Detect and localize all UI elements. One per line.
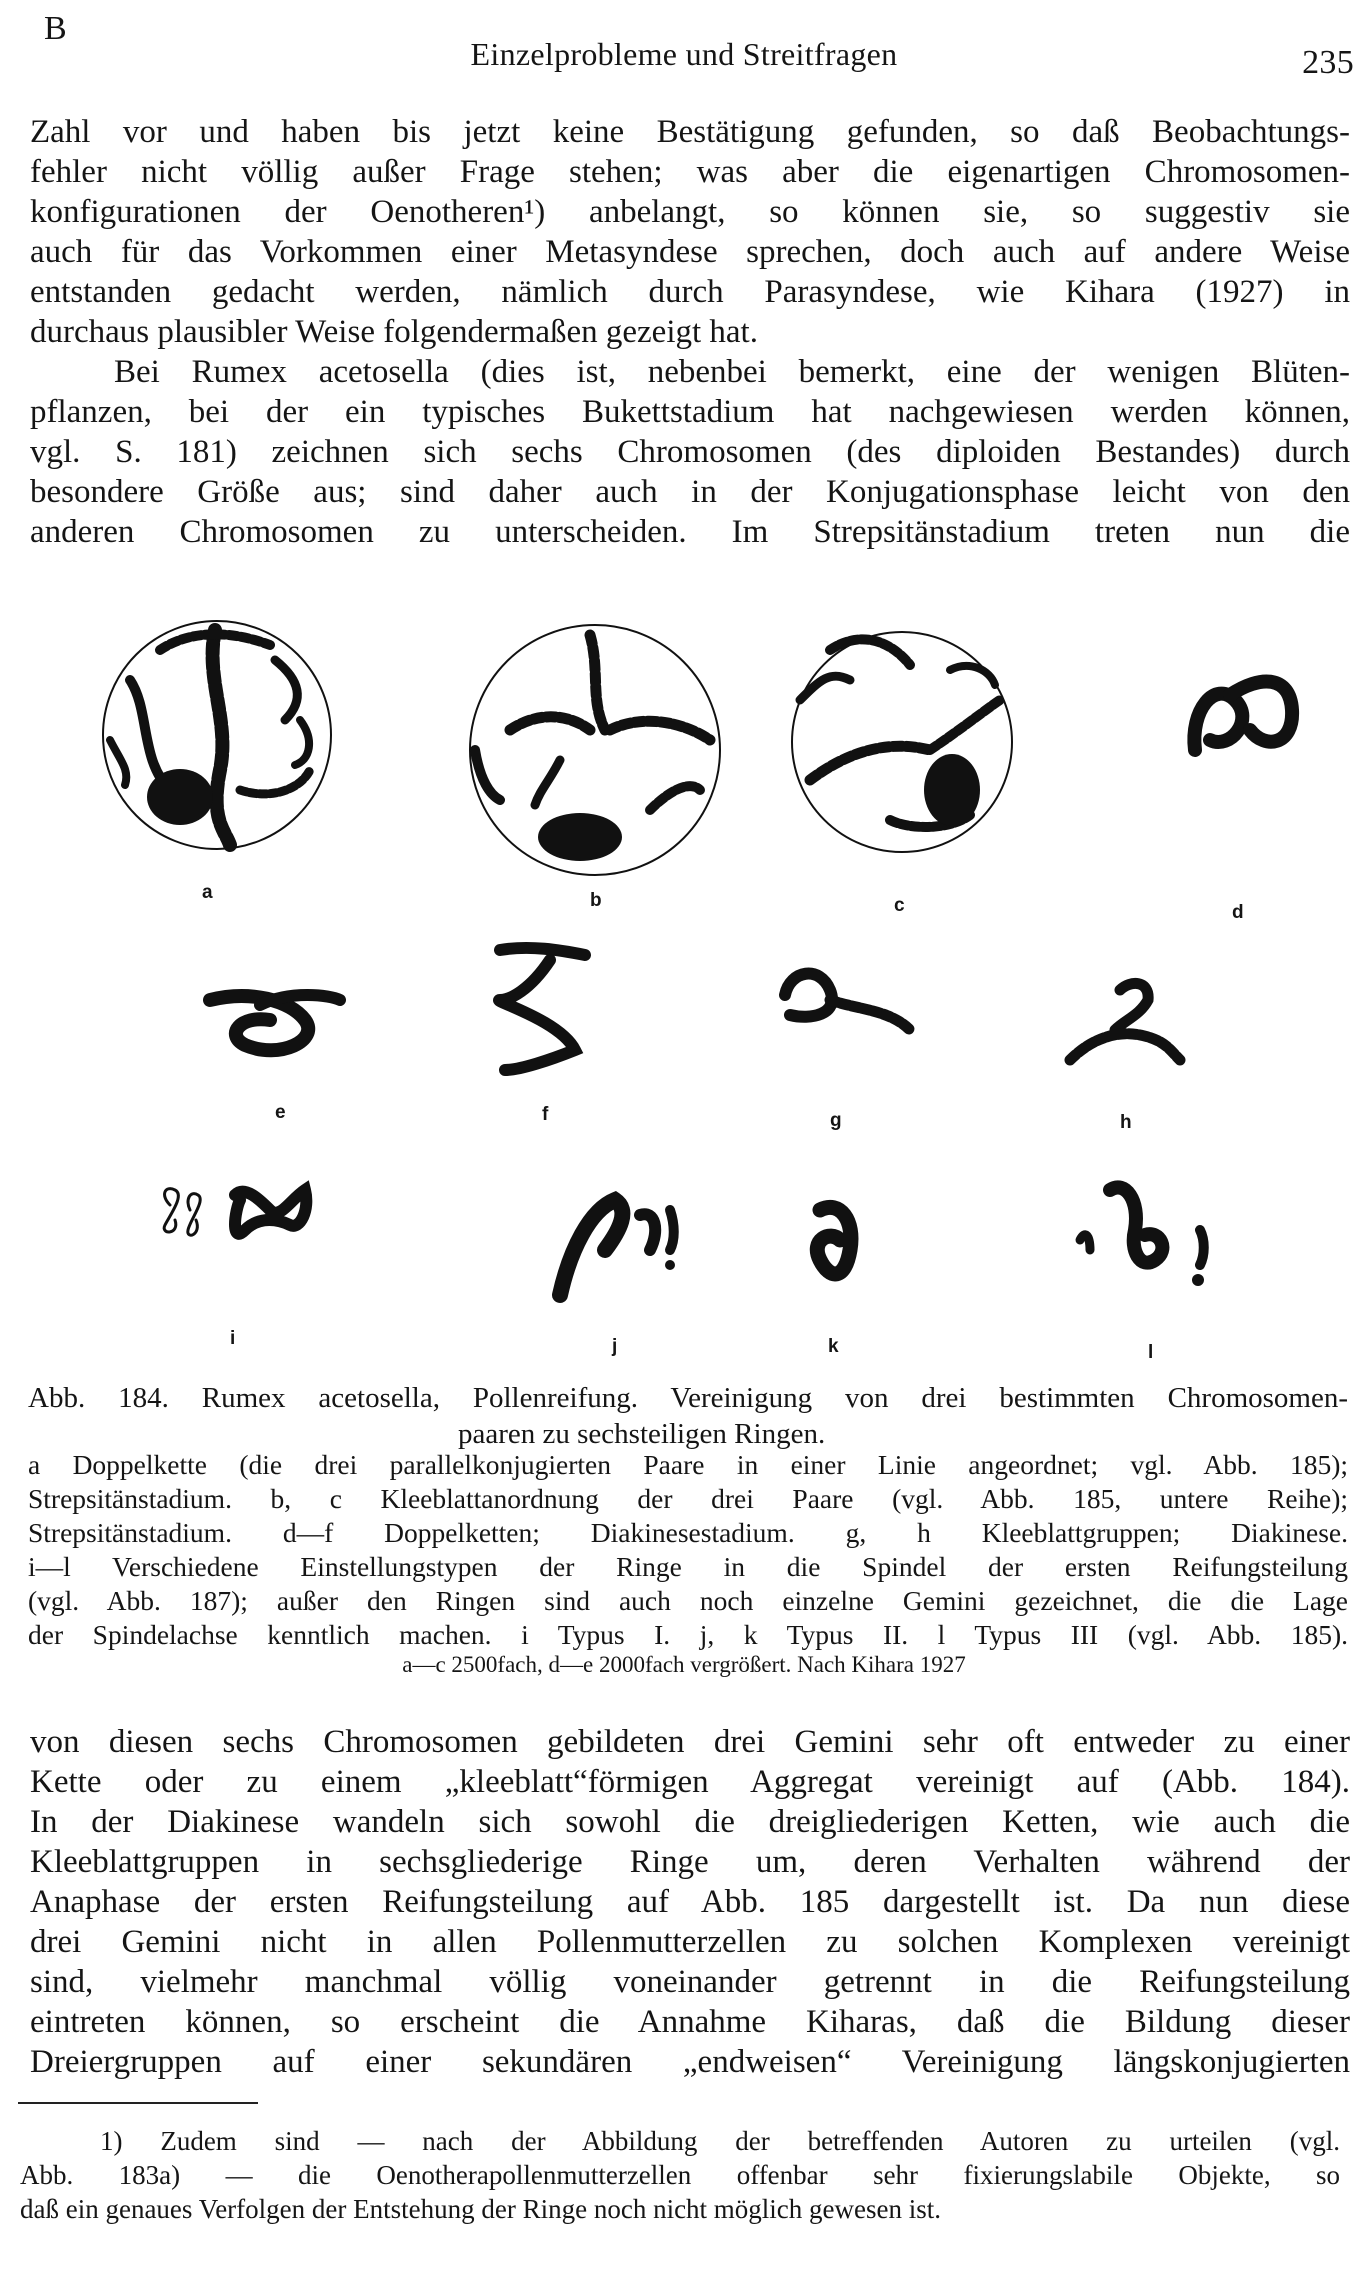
- caption-line: der Spindelachse kenntlich machen. i Typus I. j, k Typus II. l Typus III (vgl. Abb. 185).: [28, 1619, 1348, 1650]
- text-line: pflanzen, bei der ein typisches Bukettstadium hat nachgewiesen werden können,: [30, 394, 1350, 430]
- drawing-e: [210, 995, 340, 1050]
- figure-label-c: c: [894, 895, 905, 916]
- figure-label-j: j: [612, 1336, 618, 1357]
- text-line: konfigurationen der Oenotheren¹) anbelangt, so können sie, so suggestiv sie: [30, 194, 1350, 230]
- figure-label-i: i: [230, 1328, 236, 1349]
- drawing-k: [817, 1207, 851, 1274]
- drawing-c: [792, 632, 1012, 852]
- drawing-f: [499, 948, 585, 1070]
- text-line: Kette oder zu einem „kleeblatt“förmigen Aggregat vereinigt auf (Abb. 184).: [30, 1764, 1350, 1800]
- caption-line: paaren zu sechsteiligen Ringen.: [458, 1418, 826, 1450]
- text-line: Zahl vor und haben bis jetzt keine Bestätigung gefunden, so daß Beobachtungs-: [30, 114, 1350, 150]
- caption-line: (vgl. Abb. 187); außer den Ringen sind auch noch einzelne Gemini gezeichnet, die die Lage: [28, 1585, 1348, 1616]
- text-line: besondere Größe aus; sind daher auch in der Konjugationsphase leicht von den: [30, 474, 1350, 510]
- figure-184: [30, 590, 1350, 1363]
- figure-caption-body: [28, 1448, 1348, 1652]
- paragraph-3: [30, 1722, 1350, 2082]
- figure-label-b: b: [590, 890, 602, 911]
- figure-label-l: l: [1148, 1342, 1154, 1363]
- footnote-line: daß ein genaues Verfolgen der Entstehung der Ringe noch nicht möglich gewesen ist.: [20, 2194, 942, 2224]
- figure-label-g: g: [830, 1110, 842, 1131]
- text-line: Anaphase der ersten Reifungsteilung auf Abb. 185 dargestellt ist. Da nun diese: [30, 1884, 1350, 1920]
- footnote-rule: [18, 2102, 258, 2104]
- footnote: [20, 2124, 1340, 2226]
- text-line: vgl. S. 181) zeichnen sich sechs Chromosomen (des diploiden Bestandes) durch: [30, 434, 1350, 470]
- text-line: von diesen sechs Chromosomen gebildeten drei Gemini sehr oft entweder zu einer: [30, 1724, 1350, 1760]
- drawing-a: [103, 621, 331, 849]
- caption-credit: a—c 2500fach, d—e 2000fach vergrößert. Nach Kihara 1927: [402, 1652, 966, 1677]
- text-line: fehler nicht völlig außer Frage stehen; was aber die eigenartigen Chromosomen-: [30, 154, 1350, 190]
- text-line: durchaus plausibler Weise folgendermaßen gezeigt hat.: [30, 314, 758, 350]
- page-number: 235: [1302, 44, 1354, 81]
- footnote-line: 1) Zudem sind — nach der Abbildung der betreffenden Autoren zu urteilen (vgl.: [100, 2126, 1340, 2156]
- header-letter: B: [44, 10, 67, 47]
- caption-line: i—l Verschiedene Einstellungstypen der Ringe in die Spindel der ersten Reifungsteilung: [28, 1551, 1348, 1582]
- drawing-l: [1080, 1187, 1204, 1286]
- text-line: Kleeblattgruppen in sechsgliederige Ringe um, deren Verhalten während der: [30, 1844, 1350, 1880]
- figure-label-a: a: [202, 882, 213, 903]
- figure-label-h: h: [1120, 1112, 1132, 1133]
- chromosome-drawings: [30, 590, 1350, 1360]
- figure-label-k: k: [828, 1336, 839, 1357]
- text-line: anderen Chromosomen zu unterscheiden. Im Strepsitänstadium treten nun die: [30, 514, 1350, 550]
- drawing-b: [470, 625, 720, 875]
- drawing-i: [164, 1189, 306, 1236]
- caption-line: Strepsitänstadium. b, c Kleeblattanordnung der drei Paare (vgl. Abb. 185, untere Reihe);: [28, 1483, 1348, 1514]
- text-line: auch für das Vorkommen einer Metasyndese sprechen, doch auch auf andere Weise: [30, 234, 1350, 270]
- text-line: In der Diakinese wandeln sich sowohl die dreigliederigen Ketten, wie auch die: [30, 1804, 1350, 1840]
- text-line: sind, vielmehr manchmal völlig voneinander getrennt in die Reifungsteilung: [30, 1964, 1350, 2000]
- footnote-line: Abb. 183a) — die Oenotherapollenmutterzellen offenbar sehr fixierungslabile Objekte, so: [20, 2160, 1340, 2190]
- figure-caption-title: [28, 1380, 1348, 1452]
- running-header: Einzelproblem​e und Streitfragen: [470, 36, 898, 72]
- drawing-g: [785, 974, 910, 1030]
- caption-line: Strepsitänstadium. d—f Doppelketten; Diakinesestadium. g, h Kleeblattgruppen; Diakinese.: [28, 1517, 1348, 1548]
- paragraph-2: [30, 352, 1350, 552]
- paragraph-1: [30, 112, 1350, 352]
- text-line: drei Gemini nicht in allen Pollenmutterzellen zu solchen Komplexen vereinigt: [30, 1924, 1350, 1960]
- text-line: eintreten können, so erscheint die Annahme Kiharas, daß die Bildung dieser: [30, 2004, 1350, 2040]
- drawing-j: [560, 1200, 675, 1295]
- text-line: Bei Rumex acetosella (dies ist, nebenbei bemerkt, eine der wenigen Blüten-: [114, 354, 1350, 390]
- text-line: Dreiergruppen auf einer sekundären „endweisen“ Vereinigung längskonjugierten: [30, 2044, 1350, 2080]
- caption-line: a Doppelkette (die drei parallelkonjugierten Paare in einer Linie angeordnet; vgl. Abb. 185);: [28, 1449, 1348, 1480]
- figure-label-e: e: [275, 1102, 286, 1123]
- caption-line: Abb. 184. Rumex acetosella, Pollenreifung. Vereinigung von drei bestimmten Chromosomen-: [28, 1382, 1348, 1414]
- drawing-d: [1194, 681, 1292, 750]
- figure-label-d: d: [1232, 902, 1244, 923]
- figure-label-f: f: [542, 1104, 549, 1125]
- text-line: entstanden gedacht werden, nämlich durch Parasyndese, wie Kihara (1927) in: [30, 274, 1350, 310]
- drawing-h: [1070, 983, 1180, 1060]
